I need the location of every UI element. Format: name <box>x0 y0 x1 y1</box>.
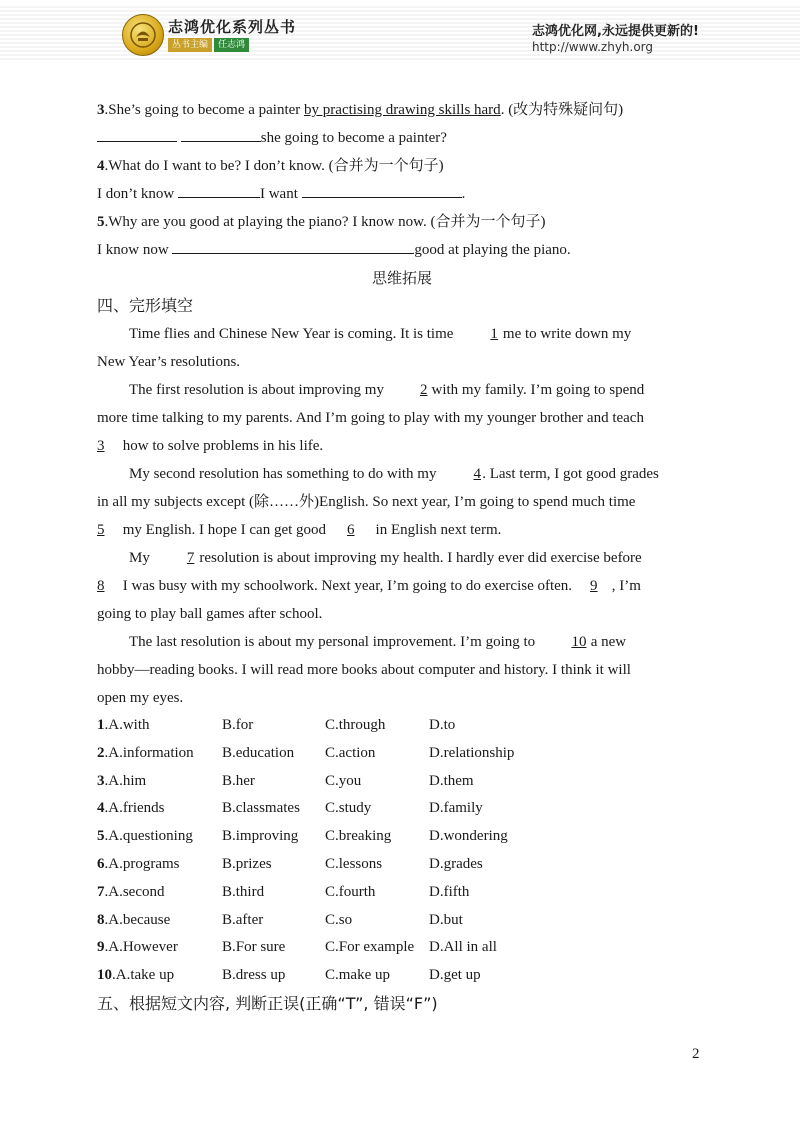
option-text: C.For example <box>325 939 415 956</box>
option-text: 10 <box>97 967 112 984</box>
blank-number: 3 <box>97 438 105 454</box>
blank-number: 4 <box>473 466 481 482</box>
option-text: D.fifth <box>429 883 470 900</box>
option-text: C.action <box>325 744 376 761</box>
site-url: http://www.zhyh.org <box>532 40 654 54</box>
series-title: 志鸿优化系列丛书 <box>168 18 297 36</box>
answer-4: I don’t know I want . <box>97 180 707 208</box>
option-text: D.grades <box>429 855 483 872</box>
extension-heading: 思维拓展 <box>371 269 432 287</box>
option-text: B.For sure <box>222 939 286 956</box>
option-text: D.relationship <box>429 744 515 761</box>
question-5: 5.Why are you good at playing the piano? I know now. (合并为一个句子) <box>97 214 546 230</box>
answer-blank[interactable] <box>181 125 261 142</box>
option-row <box>97 712 707 740</box>
option-text: 5 <box>97 828 105 845</box>
option-text: C.breaking <box>325 828 392 845</box>
option-text: 9 <box>97 939 105 956</box>
page-header <box>0 0 800 68</box>
option-text: B.after <box>222 911 264 928</box>
option-text: 6 <box>97 855 105 872</box>
option-text <box>97 851 222 879</box>
option-text <box>97 712 222 740</box>
answer-blank[interactable] <box>302 181 462 198</box>
option-text: 7 <box>97 883 105 900</box>
option-text <box>97 740 222 768</box>
option-text: B.her <box>222 772 255 789</box>
option-text: C.study <box>325 800 372 817</box>
option-text: B.education <box>222 744 295 761</box>
option-text: D.get up <box>429 967 481 984</box>
option-text: .A.him <box>104 772 147 789</box>
option-row <box>97 823 707 851</box>
blank-number: 2 <box>419 382 428 398</box>
option-text: D.All in all <box>429 939 497 956</box>
option-text: .A.friends <box>104 800 165 817</box>
option-text: 8 <box>97 911 105 928</box>
option-text: 1 <box>97 717 105 733</box>
answer-5: I know now good at playing the piano. <box>97 236 707 264</box>
answer-blank[interactable] <box>178 181 260 198</box>
blank-number: 8 <box>97 578 105 594</box>
underlined-phrase: by practising drawing skills hard <box>304 102 501 118</box>
cloze-heading: 四、完形填空 <box>97 296 194 315</box>
answer-blank[interactable] <box>172 237 414 254</box>
answer-3: she going to become a painter? <box>97 124 707 152</box>
page-content: 3.She’s going to become a painter by practising drawing skills hard. (改为特殊疑问句) she going to become a painter? 4.What do I want to be? I don’t know. (合并为一个句子) I don’t know I want . 5.Why are you good at playing the piano? I know now. (合并为一个句子) I know now good at playing the piano. 思维拓展 四、完形填空 Time flies and Chinese New Year is coming. It is time 1 me to write down my New Year’s resolutions. The first resolution is about improving my 2 with my family. I’m going to spend more time talking to my parents. And I’m going to play with my younger brother and teach 3 how to solve problems in his life. My second resolution has something to do with my 4. Last term, I got good grades in all my subjects except (除……外)English. So next year, I’m going to spend much time 5 my English. I hope I can get good 6 in English next term. My 7 resolution is about improving my health. I hardly ever did exercise before 8 I was busy with my schoolwork. Next year, I’m going to do exercise often. 9 , I’m going to play ball games after school. The last resolution is about my personal improvement. I’m going to 10 a new hobby—reading books. I will read more books about computer and history. I think it will open my eyes. 1.A.with B.for C.through D.to 2.A.information B.education C.action D.relationship 3.A.him B.her C.you D.them 4.A.friends B.classmates C.study D.family 5.A.questioning B.improving C.breaking D.wondering 6.A.programs B.prizes C.lessons D.grades 7.A.second B.third C.fourth D.fifth 8.A.because B.after C.so D.but 9.A.However B.For sure C.For example D.All in all 10.A.take up B.dress up C.make up D.get up 五、根据短文内容, 判断正误(正确“T”, 错误“F”) <box>97 96 707 1018</box>
option-row <box>97 879 707 907</box>
option-text <box>97 907 222 935</box>
option-row <box>97 907 707 935</box>
blank-number: 7 <box>186 550 195 566</box>
option-text: D.family <box>429 800 483 817</box>
option-text <box>97 962 222 990</box>
option-text: D.but <box>429 911 463 928</box>
option-text: B.improving <box>222 828 299 845</box>
option-text: .A.questioning <box>104 828 193 845</box>
cloze-paragraph-5: The last resolution is about my personal improvement. I’m going to 10 a new <box>97 628 707 656</box>
option-text: .A.programs <box>104 855 180 872</box>
option-row <box>97 962 707 990</box>
cloze-paragraph-4: My 7 resolution is about improving my health. I hardly ever did exercise before <box>97 544 707 572</box>
judge-heading: 五、根据短文内容, 判断正误(正确“T”, 错误“F”) <box>97 993 438 1013</box>
question-3: 3.She’s going to become a painter by practising drawing skills hard. (改为特殊疑问句) <box>97 102 624 118</box>
option-text <box>97 823 222 851</box>
blank-number: 6 <box>347 522 355 538</box>
cloze-paragraph-2: The first resolution is about improving my 2 with my family. I’m going to spend <box>97 376 707 404</box>
option-text: .A.second <box>104 883 165 900</box>
option-text <box>97 795 222 823</box>
option-text <box>97 879 222 907</box>
option-text: D.to <box>429 717 456 733</box>
option-text: 3 <box>97 772 105 789</box>
option-row <box>97 740 707 768</box>
option-text: D.them <box>429 772 474 789</box>
option-text: B.classmates <box>222 800 300 817</box>
option-text: C.you <box>325 772 362 789</box>
option-text: D.wondering <box>429 828 508 845</box>
blank-number: 1 <box>490 326 498 342</box>
option-text: 2 <box>97 744 105 761</box>
option-text: C.make up <box>325 967 390 984</box>
cloze-paragraph-3: My second resolution has something to do with my 4. Last term, I got good grades <box>97 460 707 488</box>
option-row <box>97 851 707 879</box>
option-text: .A.However <box>104 939 178 956</box>
option-text: B.prizes <box>222 855 272 872</box>
option-text: C.fourth <box>325 883 376 900</box>
option-text <box>97 934 222 962</box>
blank-number: 5 <box>97 522 105 538</box>
option-text: .A.because <box>104 911 171 928</box>
option-text: B.dress up <box>222 967 286 984</box>
option-row <box>97 768 707 796</box>
answer-blank[interactable] <box>97 125 177 142</box>
site-slogan: 志鸿优化网,永远提供更新的! <box>532 24 699 39</box>
option-text: .A.information <box>104 744 194 761</box>
option-text: B.third <box>222 883 265 900</box>
editor-badge <box>168 38 249 52</box>
option-text: B.for <box>222 717 254 733</box>
option-text: .A.take up <box>112 967 175 984</box>
page-number: 2 <box>692 1046 700 1062</box>
blank-number: 10 <box>571 634 587 650</box>
series-logo-icon <box>122 14 164 56</box>
editor-label: 丛书主编 <box>168 38 212 52</box>
option-text: C.so <box>325 911 353 928</box>
option-text: .A.with <box>104 717 150 733</box>
option-row <box>97 934 707 962</box>
cloze-paragraph-1: Time flies and Chinese New Year is coming. It is time 1 me to write down my <box>97 320 707 348</box>
option-text: 4 <box>97 800 105 817</box>
option-row <box>97 795 707 823</box>
option-text <box>97 768 222 796</box>
question-4: 4.What do I want to be? I don’t know. (合并为一个句子) <box>97 158 444 174</box>
option-text: C.lessons <box>325 855 383 872</box>
editor-name: 任志鸿 <box>214 38 249 52</box>
options-list <box>97 712 707 990</box>
option-text: C.through <box>325 717 386 733</box>
blank-number: 9 <box>590 578 598 594</box>
